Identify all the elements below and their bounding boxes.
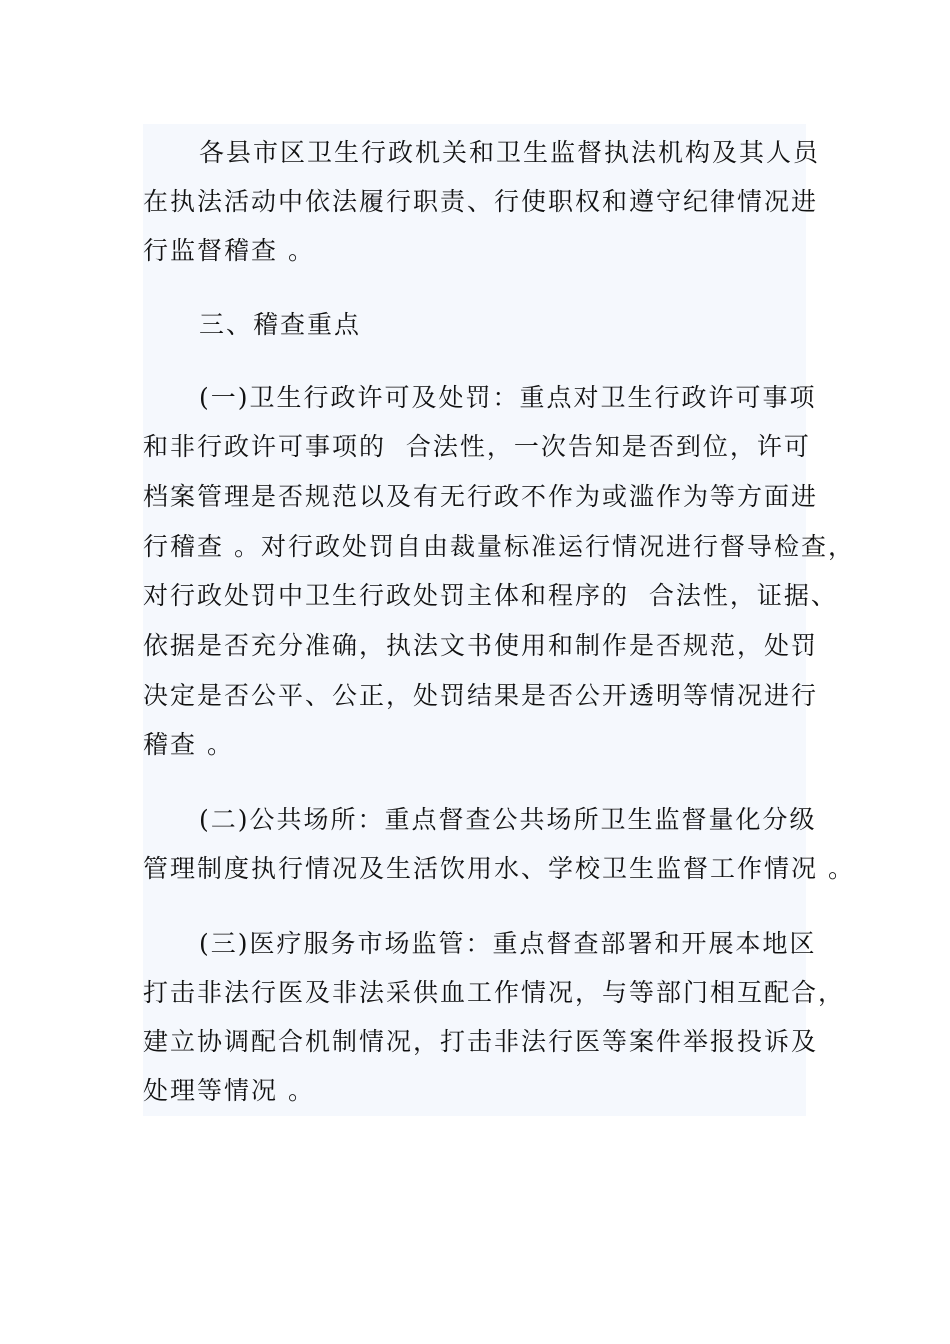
paragraph-line: (二)公共场所：重点督查公共场所卫生监督量化分级 bbox=[199, 805, 817, 834]
paragraph-line: 建立协调配合机制情况，打击非法行医等案件举报投诉及 bbox=[143, 1027, 819, 1056]
paragraph-line: 依据是否充分准确，执法文书使用和制作是否规范，处罚 bbox=[143, 631, 819, 660]
paragraph-line: 各县市区卫生行政机关和卫生监督执法机构及其人员 bbox=[199, 138, 821, 167]
paragraph-line: 对行政处罚中卫生行政处罚主体和程序的 合法性，证据、 bbox=[143, 581, 838, 610]
section-heading: 三、稽查重点 bbox=[199, 310, 362, 339]
paragraph-line: (一)卫生行政许可及处罚：重点对卫生行政许可事项 bbox=[199, 383, 817, 412]
paragraph-line: (三)医疗服务市场监管：重点督查部署和开展本地区 bbox=[199, 929, 817, 958]
paragraph-line: 决定是否公平、公正，处罚结果是否公开透明等情况进行 bbox=[143, 681, 819, 710]
document-body bbox=[143, 124, 855, 1116]
paragraph-line: 行监督稽查 。 bbox=[143, 236, 315, 265]
paragraph-line: 行稽查 。对行政处罚自由裁量标准运行情况进行督导检查， bbox=[143, 532, 855, 561]
paragraph-line: 管理制度执行情况及生活饮用水、学校卫生监督工作情况 。 bbox=[143, 854, 855, 883]
paragraph-line: 稽查 。 bbox=[143, 730, 234, 759]
paragraph-line: 和非行政许可事项的 合法性，一次告知是否到位，许可 bbox=[143, 432, 811, 461]
paragraph-line: 打击非法行医及非法采供血工作情况，与等部门相互配合， bbox=[143, 978, 846, 1007]
paragraph-line: 处理等情况 。 bbox=[143, 1076, 315, 1105]
paragraph-line: 在执法活动中依法履行职责、行使职权和遵守纪律情况进 bbox=[143, 187, 819, 216]
paragraph-line: 档案管理是否规范以及有无行政不作为或滥作为等方面进 bbox=[143, 482, 819, 511]
